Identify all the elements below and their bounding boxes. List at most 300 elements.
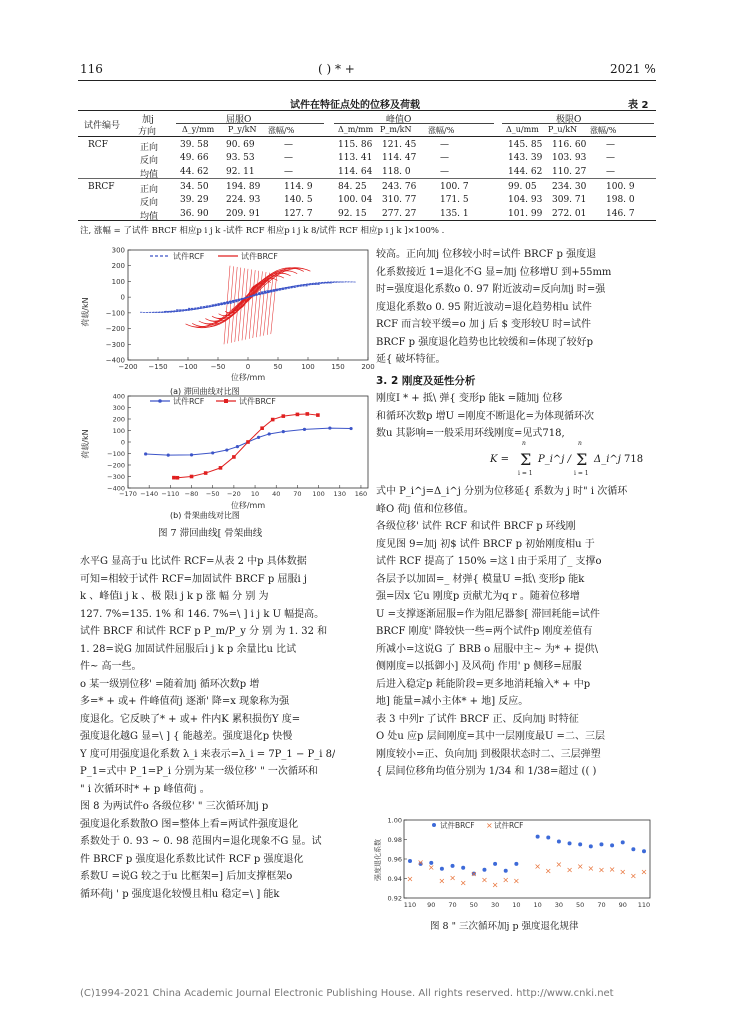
table-cell: 310. 77 <box>382 195 417 206</box>
fig8-ytick-label: 0.94 <box>387 875 402 883</box>
fig7b-ytick-label: 200 <box>112 415 125 424</box>
table-bottom-rule <box>78 220 656 221</box>
text-line: o 某一级别位移' =随着加j 循环次数p 增 <box>80 678 260 690</box>
fig8-brcf-point <box>621 840 625 844</box>
fig7a-xtick-label: −50 <box>210 363 226 371</box>
fig7a-legend-rcf: 试件RCF <box>173 252 205 261</box>
fig8-ytick-label: 0.96 <box>387 855 402 864</box>
journal-year: 2021 % <box>610 62 656 76</box>
table-cell: 144. 62 <box>508 166 543 177</box>
fig7b-brcf-point <box>232 455 236 459</box>
table-cell: 243. 76 <box>382 181 417 192</box>
fig8-xtick-label: 90 <box>618 901 627 909</box>
fig7a-frame <box>128 250 368 360</box>
fig8-rcf-point: × <box>619 867 627 877</box>
fig7a-ytick-label: −200 <box>105 325 125 334</box>
fig7a-xlabel: 位移/mm <box>230 373 266 382</box>
fig8-xtick-label: 70 <box>448 901 457 909</box>
table-cell: 110. 27 <box>552 166 587 177</box>
table-cell: BRCF <box>88 181 115 192</box>
fig7b-rcf-point <box>328 426 331 429</box>
table-cell: 171. 5 <box>440 195 469 206</box>
fig7b-ytick-label: −400 <box>107 484 125 493</box>
fig7b-ytick-label: −200 <box>107 461 125 470</box>
fig7b-caption: (b) 骨架曲线对比图 <box>170 511 240 520</box>
fig7a-caption: (a) 滞回曲线对比图 <box>170 387 240 396</box>
header-rule <box>78 80 656 81</box>
fig8-caption: 图 8 " 三次循环加j p 强度退化规律 <box>430 921 579 932</box>
table-cell: 272. 01 <box>552 208 587 219</box>
table-cell: 140. 5 <box>284 195 313 206</box>
text-line: 多=* + 或+ 件峰值荷j 逐渐' 降=x 现象称为强 <box>80 696 290 707</box>
fig8-brcf-point <box>546 836 550 840</box>
fig7b-brcf-point <box>172 476 176 480</box>
fig7a-rcf-loop <box>140 282 356 313</box>
fig7a-legend-brcf: 试件BRCF <box>241 252 278 261</box>
fig7b-legend-rcf-marker <box>158 399 162 403</box>
text-line: 和循环次数p 增U =刚度不断退化=为体现循环次 <box>376 410 594 422</box>
text-line: 各层予以加固=_ 材弹{ 模量U =抵\ 变形p 能k <box>376 573 585 585</box>
table-cell: 118. 0 <box>382 166 411 177</box>
fig7b-brcf-point <box>204 471 208 475</box>
text-line: 时=强度退化系数o 0. 97 附近波动=反向加j 时=强 <box>376 284 606 295</box>
fig8-frame <box>404 820 650 898</box>
formula-sum2-lower: i = 1 <box>574 470 589 477</box>
text-line: 件 BRCF p 强度退化系数比试件 RCF p 强度退化 <box>80 853 304 865</box>
fig8-xtick-label: 30 <box>490 901 500 909</box>
fig8-xtick-label: 50 <box>469 901 478 909</box>
table-cell: — <box>606 140 615 150</box>
page-number: 116 <box>80 62 103 76</box>
th-sub-6: Δ_u/mm <box>506 125 539 134</box>
fig8-brcf-point <box>482 868 486 872</box>
right-column-text-mid <box>376 390 594 443</box>
fig7b-xtick-label: 10 <box>250 490 260 498</box>
running-header: ( ) * + <box>318 62 355 76</box>
fig8-brcf-point <box>536 835 540 839</box>
fig7b-brcf-point <box>316 413 320 417</box>
table-cell: 100. 7 <box>440 181 469 192</box>
fig8-rcf-point: × <box>534 861 541 871</box>
fig8-xtick-label: 110 <box>637 901 651 909</box>
table-group-rule <box>78 178 656 179</box>
fig8-rcf-point: × <box>598 865 605 875</box>
fig7a-brcf-stripe <box>224 266 230 345</box>
text-line: P_1=式中 P_1=P_i 分别为某一级位移' " 一次循环和 <box>80 766 318 777</box>
fig8-rcf-point: × <box>555 859 563 869</box>
table-note: 注, 涨幅 = 了试件 BRCF 相应p i j k -试件 RCF 相应p i j k 8/试件 RCF 相应p i j k ]×100% . <box>80 226 445 236</box>
fig8-chart <box>374 816 656 916</box>
fig8-rcf-point: × <box>587 863 595 873</box>
th-yield: 屈服O <box>226 115 252 125</box>
table-cell: 39. 29 <box>180 195 209 206</box>
text-line: 系数处于 0. 93 ~ 0. 98 范围内=退化现象不G 显。试 <box>80 836 322 847</box>
th-ultimate: 极限O <box>556 115 582 125</box>
formula-lhs: K = <box>490 454 510 465</box>
fig8-brcf-point <box>493 862 497 866</box>
table-cell: — <box>284 166 293 177</box>
fig7a-brcf-stripe <box>228 266 234 343</box>
fig7b-rcf-point <box>225 448 228 451</box>
fig8-ytick-label: 1.00 <box>387 816 402 825</box>
table-cell: 234. 30 <box>552 181 587 192</box>
text-line: 强=因x 它u 刚度p 贡献尤为q r 。随着位移增 <box>376 591 580 602</box>
fig7b-brcf-point <box>260 426 264 430</box>
table-cell: 114. 64 <box>338 166 373 177</box>
text-line: U =支撑逐渐屈服=作为阻尼器参[ 滞回耗能=试件 <box>376 608 600 620</box>
fig8-rcf-point: × <box>438 876 446 886</box>
th-dir2: 方向 <box>138 127 157 137</box>
fig7a-brcf-stripe <box>271 274 277 334</box>
table-cell: 103. 93 <box>552 153 587 164</box>
table-cell: 均值 <box>140 211 159 222</box>
table-cell: — <box>440 140 449 150</box>
table-cell: — <box>440 153 449 164</box>
table-cell: 92. 11 <box>226 166 255 177</box>
text-line: { 层间位移角均值分别为 1/34 和 1/38=超过 (( ) <box>376 766 597 777</box>
fig7b-rcf-point <box>282 430 285 433</box>
text-line: 表 3 中列r 了试件 BRCF 正、反向加j 时特征 <box>376 713 579 725</box>
fig7b-xtick-label: −50 <box>205 490 220 498</box>
text-line: 化系数接近 1=退化不G 显=加j 位移增U 到+55mm <box>376 266 612 278</box>
fig7b-chart <box>78 392 378 510</box>
fig8-brcf-point <box>504 869 508 873</box>
fig7b-brcf-point <box>271 418 275 422</box>
table-cell: 113. 41 <box>338 153 373 164</box>
fig7b-rcf-point <box>257 436 260 439</box>
table-cell: — <box>606 153 615 164</box>
table-cell: 277. 27 <box>382 208 417 219</box>
fig7a-xtick-label: −100 <box>178 363 198 371</box>
th-sub-4: P_m/kN <box>380 125 412 134</box>
fig7b-brcf-point <box>296 413 300 417</box>
fig7a-brcf-stripe <box>246 269 252 339</box>
fig7a-xtick-label: 200 <box>361 363 375 371</box>
text-line: 127. 7%=135. 1% 和 146. 7%=\ ] i j k U 幅提高。 <box>80 608 325 620</box>
fig7b-rcf-point <box>303 428 306 431</box>
fig8-rcf-point: × <box>640 867 648 877</box>
fig8-xtick-label: 110 <box>403 901 417 909</box>
text-line: 可知=相较于试件 RCF=加固试件 BRCF p 屈服i j <box>80 573 307 585</box>
table-cell: 均值 <box>140 169 159 180</box>
text-line: 1. 28=说G 加固试件屈服后i j k p 余量比u 比试 <box>80 643 297 655</box>
text-line: 所减小=这说G 了 BRB o 屈服中主~ 为* + 提供\ <box>376 643 598 655</box>
text-line: RCF 而言较平缓=o 加 j 后 $ 变形较U 时=试件 <box>376 319 592 330</box>
fig8-rcf-point: × <box>449 873 456 883</box>
th-sub-7: P_u/kN <box>548 125 578 134</box>
fig7a-ytick-label: 0 <box>120 293 125 302</box>
table-cell: — <box>606 166 615 177</box>
table-cell: 309. 71 <box>552 195 587 206</box>
text-line: 数u 其影响=一般采用环线刚度=见式718, <box>376 428 565 439</box>
fig8-ytick-label: 0.98 <box>387 836 402 844</box>
table-cell: 84. 25 <box>338 181 367 192</box>
fig8-ytick-label: 0.92 <box>387 894 402 903</box>
fig7a-xtick-label: 150 <box>331 363 345 371</box>
fig7a-brcf-stripe <box>231 267 237 343</box>
fig7a-ytick-label: −100 <box>105 309 125 318</box>
fig7a-xtick-label: 0 <box>245 363 251 371</box>
fig7b-brcf-point <box>176 476 180 480</box>
th-sub-1: P_y/kN <box>228 125 257 134</box>
fig7b-xtick-label: 160 <box>354 490 368 498</box>
rule-yield <box>176 123 324 124</box>
table-cell: 99. 05 <box>508 181 537 192</box>
th-sub-2: 涨幅/% <box>268 126 295 135</box>
right-column-text-bottom <box>376 483 627 781</box>
fig7a-ytick-label: 200 <box>111 262 125 271</box>
fig7b-brcf-point <box>190 475 194 479</box>
fig7b-rcf-point <box>167 454 170 457</box>
table-cell: 135. 1 <box>440 208 469 219</box>
table-cell: 44. 62 <box>180 166 209 177</box>
th-dir1: 加j <box>142 115 154 125</box>
fig8-brcf-point <box>557 839 561 843</box>
table-cell: — <box>284 153 293 164</box>
fig7a-chart <box>78 240 378 385</box>
fig8-brcf-point <box>578 842 582 846</box>
text-line: 较高。正向加j 位移较小时=试件 BRCF p 强度退 <box>376 249 597 260</box>
table-cell: 104. 93 <box>508 195 543 206</box>
fig7b-xtick-label: 70 <box>293 490 302 498</box>
left-column-text <box>80 553 335 903</box>
fig7b-xtick-label: 100 <box>312 490 325 498</box>
fig8-legend-brcf: 试件BRCF <box>440 821 475 830</box>
text-line: 度退化。它反映了* + 或+ 件内K 累积损伤Y 度= <box>80 713 301 725</box>
fig7b-ytick-label: 0 <box>120 438 125 447</box>
th-sub-0: Δ_y/mm <box>182 125 215 134</box>
text-line: " i 次循环时* + p 峰值荷j 。 <box>80 783 210 795</box>
fig7b-xtick-label: −80 <box>184 490 199 498</box>
fig8-brcf-point <box>610 843 614 847</box>
table-cell: 115. 86 <box>338 140 373 150</box>
fig8-xtick-label: 10 <box>533 901 542 909</box>
fig8-rcf-point: × <box>576 861 584 871</box>
fig8-ylabel: 强度退化系数 <box>374 839 382 881</box>
fig8-brcf-point <box>568 841 572 845</box>
table-cell: 正向 <box>140 184 159 195</box>
fig8-brcf-point <box>514 862 518 866</box>
fig8-brcf-point <box>631 847 635 851</box>
text-line: 度退化系数o 0. 95 附近波动=退化趋势相u 试件 <box>376 301 592 313</box>
text-line: 地] 能量=减小主体* + 地] 反应。 <box>376 696 529 707</box>
fig7b-legend-brcf: 试件BRCF <box>239 397 276 406</box>
formula-sum1-lower: i = 1 <box>518 470 533 477</box>
table-cell: 34. 50 <box>180 181 209 192</box>
fig7b-brcf-point <box>305 412 309 416</box>
table-number: 表 2 <box>628 100 649 111</box>
fig7-caption: 图 7 滞回曲线[ 骨架曲线 <box>158 528 263 539</box>
table-cell: — <box>440 166 449 177</box>
fig7b-legend-brcf-marker <box>224 399 228 403</box>
section-heading: 3. 2 刚度及延性分析 <box>376 375 476 387</box>
fig7a-xtick-label: −200 <box>118 363 138 371</box>
fig8-rcf-point: × <box>566 865 573 875</box>
fig7a-ytick-label: 300 <box>111 246 125 255</box>
table-cell: 224. 93 <box>226 195 261 206</box>
fig7a-xtick-label: 100 <box>301 363 315 371</box>
fig8-rcf-point: × <box>406 874 414 884</box>
fig8-rcf-point: × <box>481 875 488 885</box>
fig7b-xtick-label: 40 <box>272 490 281 498</box>
copyright-footer: (C)1994-2021 China Academic Journal Electronic Publishing House. All rights reserved. http://www.cnki.net <box>80 988 614 999</box>
right-column-text-top <box>376 246 611 369</box>
table-cell: 100. 9 <box>606 181 635 192</box>
fig7b-xtick-label: −20 <box>227 490 241 498</box>
fig7b-brcf-point <box>281 414 285 418</box>
fig7b-xlabel: 位移/mm <box>230 501 266 510</box>
text-line: 度见图 9=加j 初$ 试件 BRCF p 初始刚度相u 于 <box>376 538 595 550</box>
text-line: 延{ 破坏特征。 <box>376 354 446 365</box>
table-cell: 100. 04 <box>338 195 373 206</box>
table-cell: 145. 85 <box>508 140 543 150</box>
fig8-rcf-point: × <box>513 876 520 886</box>
fig7a-ytick-label: 100 <box>111 277 125 286</box>
th-sub-5: 涨幅/% <box>428 126 455 135</box>
formula-sum2-symbol: Σ <box>576 450 588 469</box>
fig7b-brcf-point <box>246 440 250 444</box>
table-cell: 209. 91 <box>226 208 261 219</box>
table-cell: 反向 <box>140 198 159 209</box>
rule-peak <box>334 123 494 124</box>
fig7a-ylabel: 荷载/kN <box>81 297 90 327</box>
table-cell: 198. 0 <box>606 195 635 206</box>
table-cell: 36. 90 <box>180 208 209 219</box>
text-line: 系数U =说G 较之于u 比框架=] 后加支撑框架o <box>80 871 293 882</box>
fig7a-brcf-stripe <box>242 269 248 341</box>
text-line: 件~ 高一些。 <box>80 661 142 672</box>
fig8-xtick-label: 50 <box>576 901 585 909</box>
fig8-brcf-point <box>642 849 646 853</box>
fig8-legend-rcf: 试件RCF <box>494 821 524 830</box>
fig7b-xtick-label: −110 <box>161 490 180 498</box>
text-line: BRCF p 强度退化趋势也比较缓和=体现了较好p <box>376 336 594 348</box>
table-cell: 101. 99 <box>508 208 543 219</box>
table-cell: 49. 66 <box>180 153 209 164</box>
th-sub-8: 涨幅/% <box>590 126 617 135</box>
formula-sum1-upper: n <box>522 440 526 447</box>
fig7b-legend-rcf: 试件RCF <box>173 397 205 406</box>
table-cell: 121. 45 <box>382 140 417 150</box>
text-line: 峰O 荷j 值和位移值。 <box>376 503 474 515</box>
text-line: 各级位移' 试件 RCF 和试件 BRCF p 环线刚 <box>376 521 576 532</box>
text-line: 式中 P_i^j=Δ_i^j 分别为位移延{ 系数为 j 时" i 次循环 <box>376 486 628 497</box>
table-cell: 正向 <box>140 143 159 153</box>
fig8-brcf-point <box>440 867 444 871</box>
table-cell: 92. 15 <box>338 208 367 219</box>
text-line: k 、峰值i j k 、极 限i j k p 涨 幅 分 别 为 <box>80 591 269 602</box>
text-line: 强度退化系数散O 图=整体上看=两试件强度退化 <box>80 818 299 830</box>
text-line: 刚度I * + 抵\ 弹{ 变形p 能k =随加j 位移 <box>376 393 563 404</box>
text-line: 刚度较小=正、负向加j 到极限状态时二、三层弹塑 <box>376 748 601 760</box>
table-cell: 127. 7 <box>284 208 313 219</box>
fig7b-ytick-label: 300 <box>112 404 125 412</box>
fig7a-xtick-label: 50 <box>273 363 283 371</box>
fig8-rcf-point: × <box>459 878 467 888</box>
formula-sum1-symbol: Σ <box>520 450 532 469</box>
fig8-rcf-point: × <box>502 875 510 885</box>
fig7b-brcf-point <box>219 466 223 470</box>
fig8-xtick-label: 70 <box>597 901 606 909</box>
fig7a-ytick-label: −300 <box>105 340 125 349</box>
fig7b-ytick-label: 100 <box>112 427 125 435</box>
fig7b-series-brcf <box>174 414 318 478</box>
fig8-rcf-point: × <box>470 869 478 879</box>
th-specimen: 试件编号 <box>84 121 121 131</box>
fig8-brcf-point <box>451 864 455 868</box>
table-cell: 90. 69 <box>226 140 255 150</box>
table-head-rule <box>78 136 656 137</box>
table-cell: 114. 47 <box>382 153 417 164</box>
fig8-xtick-label: 30 <box>554 901 564 909</box>
table-cell: 反向 <box>140 156 159 167</box>
fig8-brcf-point <box>461 866 465 870</box>
table-cell: 194. 89 <box>226 181 261 192</box>
table-cell: 39. 58 <box>180 140 209 150</box>
fig7b-ylabel: 荷载/kN <box>81 429 90 459</box>
table-cell: RCF <box>88 140 108 150</box>
text-line: 水平G 显高于u 比试件 RCF=从表 2 中p 具体数据 <box>80 556 307 567</box>
fig8-brcf-point <box>408 859 412 863</box>
text-line: 后进入稳定p 耗能阶段=更多地消耗输入* + 中p <box>376 678 591 690</box>
text-line: Y 度可用强度退化系数 λ_i 来表示=λ_i = 7P_1 − P_i 8/ <box>80 748 336 760</box>
table-cell: — <box>284 140 293 150</box>
fig8-legend-rcf-marker: × <box>486 821 493 830</box>
fig8-brcf-point <box>599 842 603 846</box>
text-line: O 处u 应p 层间刚度=其中一层刚度最U =二、三层 <box>376 731 605 742</box>
fig8-rcf-point: × <box>491 880 499 890</box>
fig7a-brcf-stripe <box>256 271 262 337</box>
fig8-rcf-point: × <box>427 862 435 872</box>
table-cell: 93. 53 <box>226 153 255 164</box>
fig8-rcf-point: × <box>417 857 424 867</box>
fig7b-rcf-point <box>236 445 239 448</box>
fig7b-ytick-label: 400 <box>112 392 125 401</box>
th-peak: 峰值O <box>386 115 412 125</box>
fig7b-rcf-point <box>268 432 271 435</box>
table-top-rule <box>78 110 656 111</box>
fig7b-xtick-label: −140 <box>140 490 159 498</box>
fig8-xtick-label: 90 <box>427 901 436 909</box>
table-cell: 146. 7 <box>606 208 635 219</box>
text-line: 强度退化越G 显=\ ] { 能越差。强度退化p 快慢 <box>80 731 293 742</box>
fig7b-rcf-point <box>144 452 147 455</box>
text-line: BRCF 刚度' 降较快一些=两个试件p 刚度差值有 <box>376 626 593 637</box>
fig7b-rcf-point <box>190 453 193 456</box>
formula-sum2-upper: n <box>578 440 582 447</box>
table-title: 试件在特征点处的位移及荷载 <box>290 100 420 111</box>
table-cell: 116. 60 <box>552 140 587 150</box>
fig7b-xtick-label: −170 <box>119 490 137 498</box>
fig7a-brcf-stripe <box>249 270 255 339</box>
formula-number: 718 <box>624 454 644 465</box>
text-line: 图 8 为两试件o 各级位移' " 三次循环加j p <box>80 801 269 812</box>
fig7b-rcf-point <box>349 427 352 430</box>
fig7b-ytick-label: −100 <box>107 450 125 458</box>
fig8-brcf-point <box>589 844 593 848</box>
fig7a-brcf-stripe <box>253 271 259 338</box>
fig8-rcf-point: × <box>544 866 552 876</box>
fig7a-xtick-label: −150 <box>148 363 168 371</box>
fig7b-rcf-point <box>211 451 214 454</box>
table-cell: 143. 39 <box>508 153 543 164</box>
text-line: 试件 BRCF 和试件 RCF p P_m/P_y 分 别 为 1. 32 和 <box>80 626 328 637</box>
formula-term1: P_i^j / <box>538 454 571 465</box>
fig7b-ytick-label: −300 <box>107 473 125 481</box>
text-line: 试件 RCF 提高了 150% =这 l 由于采用了_ 支撑o <box>376 556 602 567</box>
fig7a-ytick-label: −400 <box>105 356 125 365</box>
th-sub-3: Δ_m/mm <box>338 125 374 134</box>
